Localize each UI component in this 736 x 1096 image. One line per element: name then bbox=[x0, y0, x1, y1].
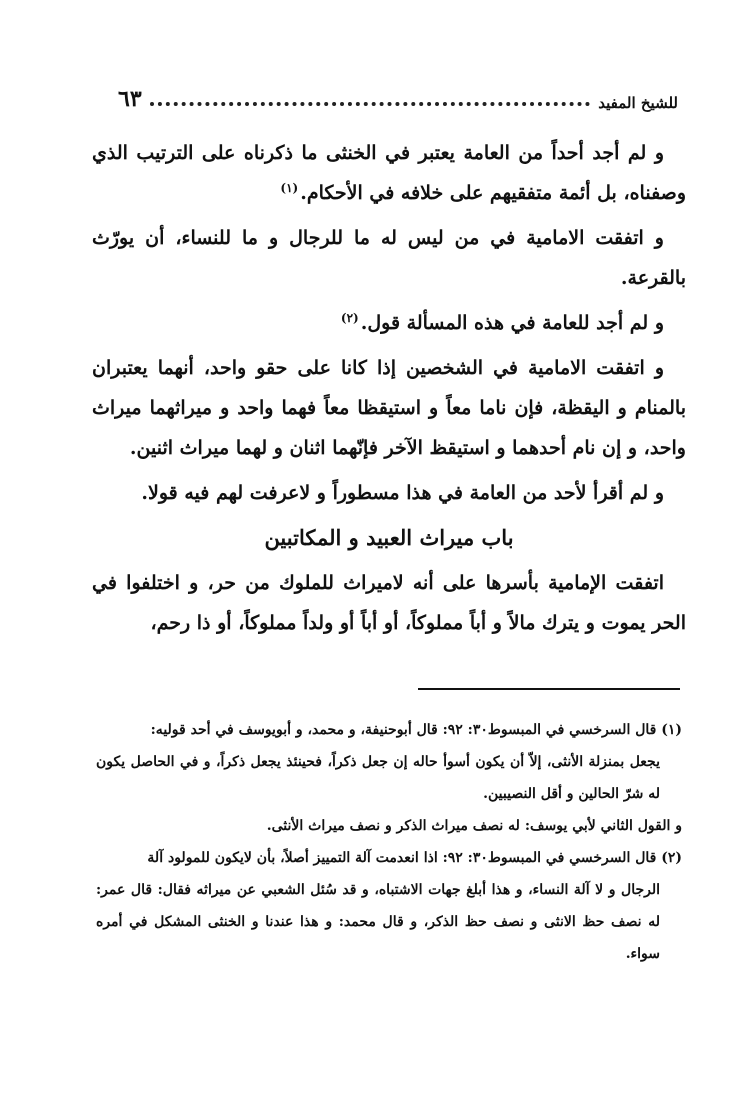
main-text bbox=[92, 133, 686, 648]
running-header bbox=[118, 82, 678, 112]
footnote-divider bbox=[418, 688, 680, 690]
footnote-1-continuation: يجعل بمنزلة الأنثى، إلاّ أن يكون أسوأ حاله إن جعل ذكراً، فحينئذ يجعل ذكراً، و في الحاصل يكون له شرّ الحالين و أقل النصيبين. bbox=[96, 754, 660, 802]
header-dot-leader bbox=[150, 102, 591, 106]
paragraph: و لم أقرأ لأحد من العامة في هذا مسطوراً و لاعرفت لهم فيه قولا. bbox=[141, 482, 664, 504]
footnote-2-continuation: الرجال و لا آلة النساء، و هذا أبلغ جهات الاشتباه، و قد سُئل الشعبي عن ميراثه فقال: قال عمر: له نصف حظ الانثى و نصف حظ الذكر، و قال محمد: و هذا عندنا و الخنثى المشكل في أمره سواء. bbox=[96, 882, 660, 962]
page-number: ٦٣ bbox=[118, 86, 142, 112]
section-heading: باب ميراث العبيد و المكاتبين bbox=[264, 525, 514, 550]
paragraph: و اتفقت الامامية في الشخصين إذا كانا على حقو واحد، أنهما يعتبران بالمنام و اليقظة، فإن ناما معاً و استيقظا معاً فهما واحد و ميراثهما ميراث واحد، و إن نام أحدهما و استيقظ الآخر فإنّهما اثنان و لهما ميراث اثنين. bbox=[92, 357, 686, 459]
footnote-2: (٢) قال السرخسي في المبسوط٣٠: ٩٢: اذا انعدمت آلة التمييز أصلاً، بأن لايكون للمولود آلة bbox=[147, 850, 682, 866]
footnotes bbox=[96, 714, 682, 970]
paragraph: اتفقت الإمامية بأسرها على أنه لاميراث للملوك من حر، و اختلفوا في الحر يموت و يترك مالاً و أباً مملوكاً، أو أباً أو ولداً مملوكاً، أو ذا رحم، bbox=[92, 572, 686, 634]
header-title: للشيخ المفيد bbox=[598, 94, 678, 112]
paragraph: و اتفقت الامامية في من ليس له ما للرجال و ما للنساء، أن يورّث بالقرعة. bbox=[92, 227, 686, 289]
paragraph-text: و لم أجد للعامة في هذه المسألة قول. bbox=[360, 312, 664, 334]
footnote-ref-1: (١) bbox=[280, 180, 299, 195]
paragraph bbox=[92, 303, 686, 343]
footnote-1-second-opinion: و القول الثاني لأبي يوسف: له نصف ميراث الذكر و نصف ميراث الأنثى. bbox=[266, 818, 682, 834]
footnote-ref-2: (٢) bbox=[340, 310, 359, 325]
footnote-1: (١) قال السرخسي في المبسوط٣٠: ٩٢: قال أبوحنيفة، و محمد، و أبويوسف في أحد قوليه: bbox=[150, 722, 682, 738]
paragraph bbox=[92, 133, 686, 213]
paragraph-text: و لم أجد أحداً من العامة يعتبر في الخنثى ما ذكرناه على الترتيب الذي وصفناه، بل أئمة متفقيهم على خلافه في الأحكام. bbox=[92, 142, 686, 204]
